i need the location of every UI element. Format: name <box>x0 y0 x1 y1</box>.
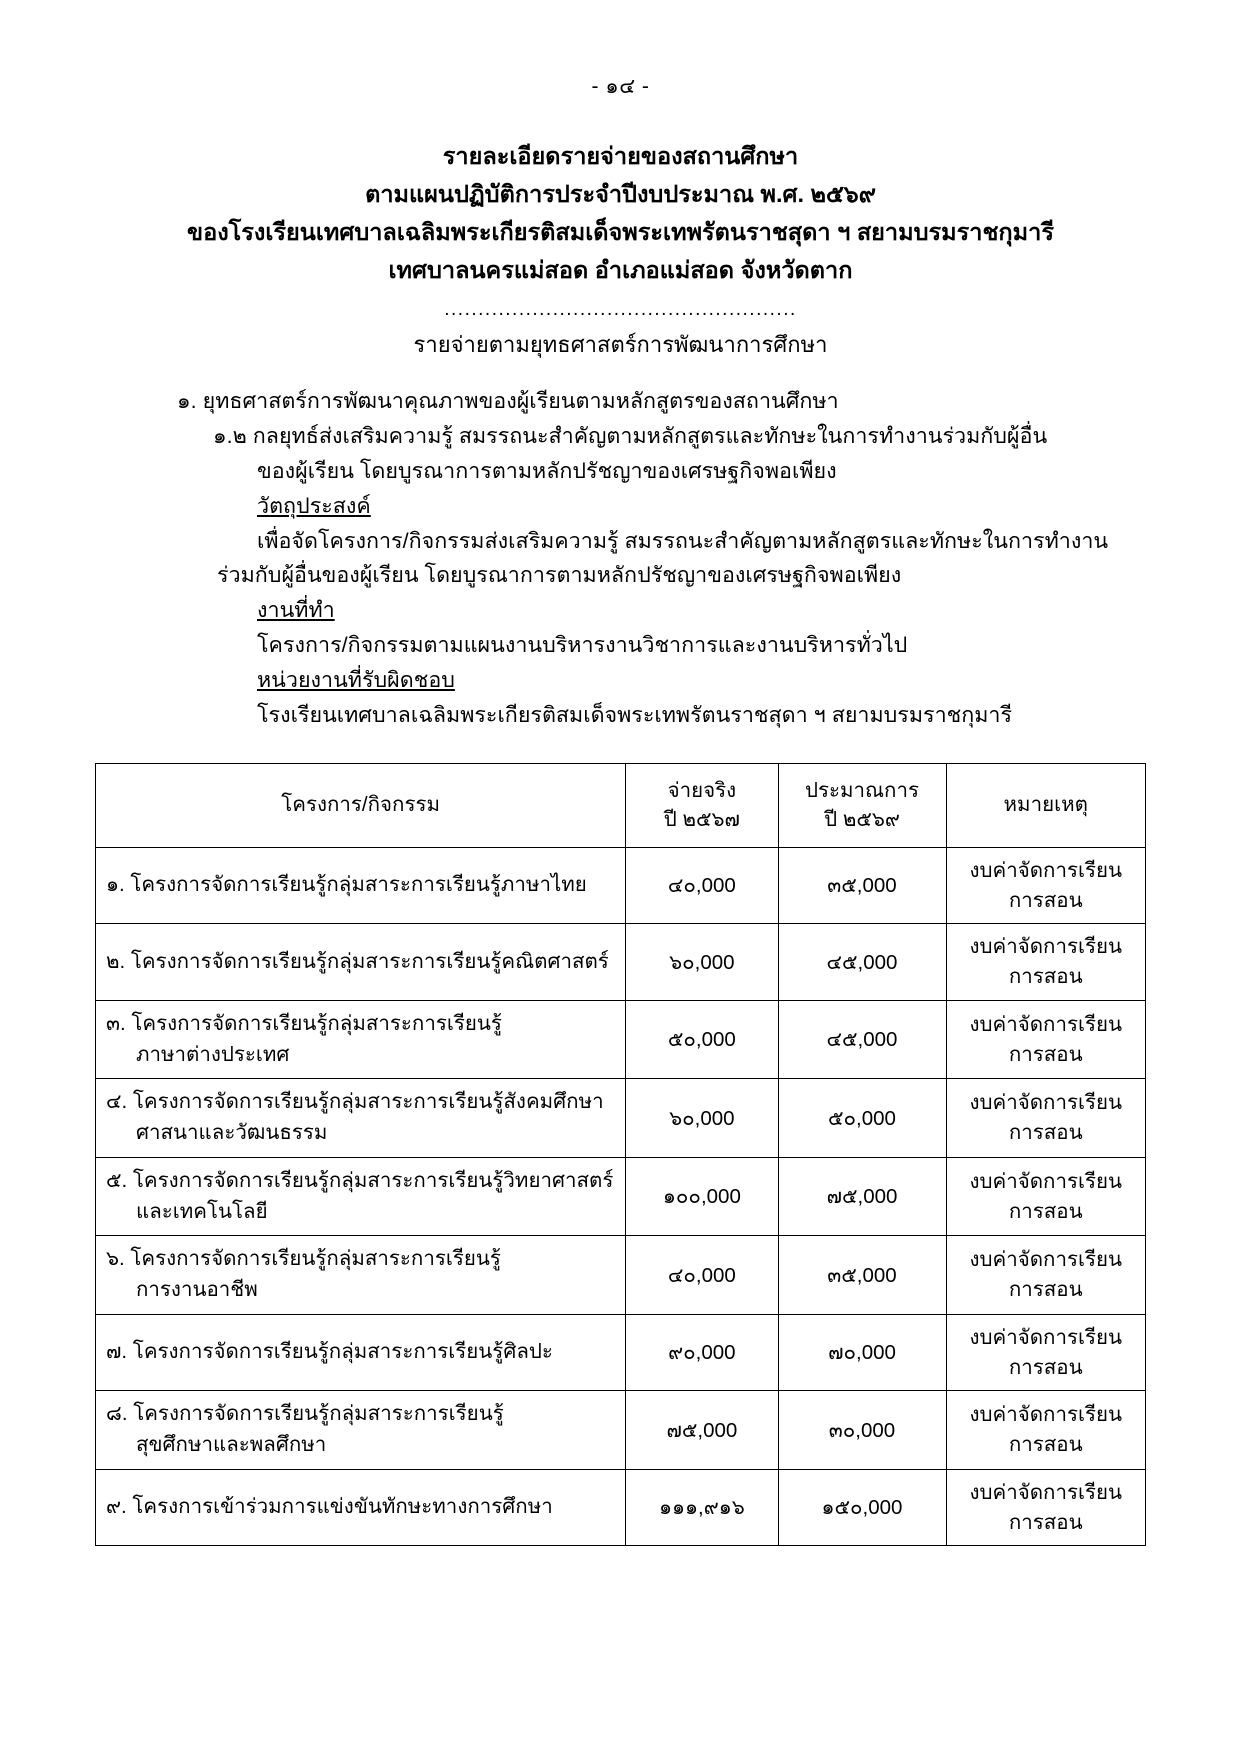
cell-estimate: ๓๕,000 <box>778 1236 946 1315</box>
cell-note <box>946 1314 1146 1390</box>
project-line-1: ๖. โครงการจัดการเรียนรู้กลุ่มสาระการเรียนรู้ <box>106 1247 501 1271</box>
cell-paid: ๖๐,000 <box>626 924 778 1000</box>
cell-estimate: ๓๕,000 <box>778 847 946 923</box>
header-estimate-line1: ประมาณการ <box>804 778 919 802</box>
table-header-row <box>96 763 1146 847</box>
note-line-1: งบค่าจัดการเรียน <box>969 1403 1123 1427</box>
document-subtitle: รายจ่ายตามยุทธศาสตร์การพัฒนาการศึกษา <box>413 332 828 358</box>
objective-label <box>257 489 1146 524</box>
cell-project <box>96 1000 626 1079</box>
cell-estimate: ๑๕๐,000 <box>778 1469 946 1545</box>
cell-note <box>946 1236 1146 1315</box>
project-line-2: ภาษาต่างประเทศ <box>136 1042 290 1066</box>
header-note: หมายเหตุ <box>946 763 1146 847</box>
document-title <box>95 137 1146 289</box>
table-row <box>96 1157 1146 1236</box>
cell-paid: ๕๐,000 <box>626 1000 778 1079</box>
note-line-2: การสอน <box>1008 1199 1083 1223</box>
note-line-1: งบค่าจัดการเรียน <box>969 1169 1123 1193</box>
note-line-1: งบค่าจัดการเรียน <box>969 935 1123 959</box>
title-line-4: เทศบาลนครแม่สอด อำเภอแม่สอด จังหวัดตาก <box>388 257 853 284</box>
project-line-2: สุขศึกษาและพลศึกษา <box>136 1433 327 1457</box>
header-project: โครงการ/กิจกรรม <box>96 763 626 847</box>
unit-label-text: หน่วยงานที่รับผิดชอบ <box>257 667 455 692</box>
note-line-2: การสอน <box>1008 1121 1083 1145</box>
project-line-1: ๘. โครงการจัดการเรียนรู้กลุ่มสาระการเรียนรู้ <box>106 1402 504 1426</box>
cell-project <box>96 1079 626 1158</box>
cell-note <box>946 924 1146 1000</box>
table-row <box>96 847 1146 923</box>
note-line-2: การสอน <box>1008 1355 1083 1379</box>
table-row <box>96 1314 1146 1390</box>
cell-paid: ๑๐๐,000 <box>626 1157 778 1236</box>
cell-project <box>96 847 626 923</box>
header-paid-line1: จ่ายจริง <box>667 778 737 802</box>
note-line-2: การสอน <box>1008 1510 1083 1534</box>
cell-estimate: ๗๐,000 <box>778 1314 946 1390</box>
cell-paid: ๔๐,000 <box>626 1236 778 1315</box>
cell-note <box>946 1079 1146 1158</box>
page-number: - ๑๔ - <box>591 75 650 98</box>
tactic-line-2: ของผู้เรียน โดยบูรณาการตามหลักปรัชญาของเศรษฐกิจพอเพียง <box>257 458 837 483</box>
tactic-line-1: ๑.๒ กลยุทธ์ส่งเสริมความรู้ สมรรถนะสำคัญตามหลักสูตรและทักษะในการทำงานร่วมกับผู้อื่น <box>213 424 1048 449</box>
title-line-3: ของโรงเรียนเทศบาลเฉลิมพระเกียรติสมเด็จพระเทพรัตนราชสุดา ฯ สยามบรมราชกุมารี <box>187 219 1054 246</box>
cell-note <box>946 1000 1146 1079</box>
project-line-2: และเทคโนโลยี <box>136 1199 268 1223</box>
divider-dots: .................................................... <box>444 299 797 321</box>
project-line-1: ๒. โครงการจัดการเรียนรู้กลุ่มสาระการเรียนรู้คณิตศาสตร์ <box>106 949 609 973</box>
cell-project <box>96 1469 626 1545</box>
note-line-2: การสอน <box>1008 965 1083 989</box>
note-line-2: การสอน <box>1008 1433 1083 1457</box>
cell-note <box>946 847 1146 923</box>
header-paid <box>626 763 778 847</box>
project-line-1: ๑. โครงการจัดการเรียนรู้กลุ่มสาระการเรียนรู้ภาษาไทย <box>106 873 587 897</box>
project-line-1: ๓. โครงการจัดการเรียนรู้กลุ่มสาระการเรียนรู้ <box>106 1011 502 1035</box>
objective-line-2: ร่วมกับผู้อื่นของผู้เรียน โดยบูรณาการตามหลักปรัชญาของเศรษฐกิจพอเพียง <box>217 563 902 588</box>
unit-text: โรงเรียนเทศบาลเฉลิมพระเกียรติสมเด็จพระเทพรัตนราชสุดา ฯ สยามบรมราชกุมารี <box>257 702 1013 727</box>
table-row <box>96 924 1146 1000</box>
project-line-1: ๕. โครงการจัดการเรียนรู้กลุ่มสาระการเรียนรู้วิทยาศาสตร์ <box>106 1168 614 1192</box>
cell-estimate: ๓๐,000 <box>778 1391 946 1470</box>
objective-label-text: วัตถุประสงค์ <box>257 493 371 518</box>
cell-project <box>96 1236 626 1315</box>
cell-project <box>96 1314 626 1390</box>
strategy-heading: ๑. ยุทธศาสตร์การพัฒนาคุณภาพของผู้เรียนตามหลักสูตรของสถานศึกษา <box>177 389 839 414</box>
content-body <box>95 384 1146 732</box>
cell-estimate: ๕๐,000 <box>778 1079 946 1158</box>
cell-project <box>96 1157 626 1236</box>
cell-note <box>946 1469 1146 1545</box>
cell-paid: ๑๑๑,๙๑๖ <box>626 1469 778 1545</box>
work-text: โครงการ/กิจกรรมตามแผนงานบริหารงานวิชาการและงานบริหารทั่วไป <box>257 633 908 658</box>
note-line-2: การสอน <box>1008 1278 1083 1302</box>
cell-estimate: ๔๕,000 <box>778 1000 946 1079</box>
cell-estimate: ๗๕,000 <box>778 1157 946 1236</box>
table-row <box>96 1000 1146 1079</box>
objective-line-1: เพื่อจัดโครงการ/กิจกรรมส่งเสริมความรู้ สมรรถนะสำคัญตามหลักสูตรและทักษะในการทำงาน <box>257 528 1109 553</box>
header-estimate-line2: ปี ๒๕๖๙ <box>824 808 900 832</box>
note-line-1: งบค่าจัดการเรียน <box>969 1012 1123 1036</box>
note-line-1: งบค่าจัดการเรียน <box>969 1091 1123 1115</box>
note-line-1: งบค่าจัดการเรียน <box>969 858 1123 882</box>
work-label <box>257 593 1146 628</box>
work-label-text: งานที่ทำ <box>257 598 335 623</box>
note-line-2: การสอน <box>1008 888 1083 912</box>
header-estimate <box>778 763 946 847</box>
table-row <box>96 1236 1146 1315</box>
project-line-1: ๗. โครงการจัดการเรียนรู้กลุ่มสาระการเรียนรู้ศิลปะ <box>106 1340 553 1364</box>
cell-note <box>946 1157 1146 1236</box>
project-line-2: ศาสนาและวัฒนธรรม <box>136 1121 328 1145</box>
cell-paid: ๔๐,000 <box>626 847 778 923</box>
note-line-1: งบค่าจัดการเรียน <box>969 1325 1123 1349</box>
title-line-1: รายละเอียดรายจ่ายของสถานศึกษา <box>442 143 799 169</box>
table-row <box>96 1079 1146 1158</box>
unit-label <box>257 663 1146 698</box>
budget-table <box>95 763 1146 1547</box>
cell-note <box>946 1391 1146 1470</box>
table-row <box>96 1469 1146 1545</box>
cell-paid: ๙๐,000 <box>626 1314 778 1390</box>
project-line-2: การงานอาชีพ <box>136 1278 258 1302</box>
cell-project <box>96 924 626 1000</box>
cell-paid: ๖๐,000 <box>626 1079 778 1158</box>
cell-project <box>96 1391 626 1470</box>
note-line-1: งบค่าจัดการเรียน <box>969 1480 1123 1504</box>
title-line-2: ตามแผนปฏิบัติการประจำปีงบประมาณ พ.ศ. ๒๕๖๙ <box>365 181 876 208</box>
project-line-1: ๔. โครงการจัดการเรียนรู้กลุ่มสาระการเรียนรู้สังคมศึกษา <box>106 1090 604 1114</box>
header-paid-line2: ปี ๒๕๖๗ <box>663 808 740 832</box>
project-line-1: ๙. โครงการเข้าร่วมการแข่งขันทักษะทางการศึกษา <box>106 1495 553 1519</box>
note-line-1: งบค่าจัดการเรียน <box>969 1248 1123 1272</box>
table-row <box>96 1391 1146 1470</box>
cell-paid: ๗๕,000 <box>626 1391 778 1470</box>
note-line-2: การสอน <box>1008 1042 1083 1066</box>
cell-estimate: ๔๕,000 <box>778 924 946 1000</box>
